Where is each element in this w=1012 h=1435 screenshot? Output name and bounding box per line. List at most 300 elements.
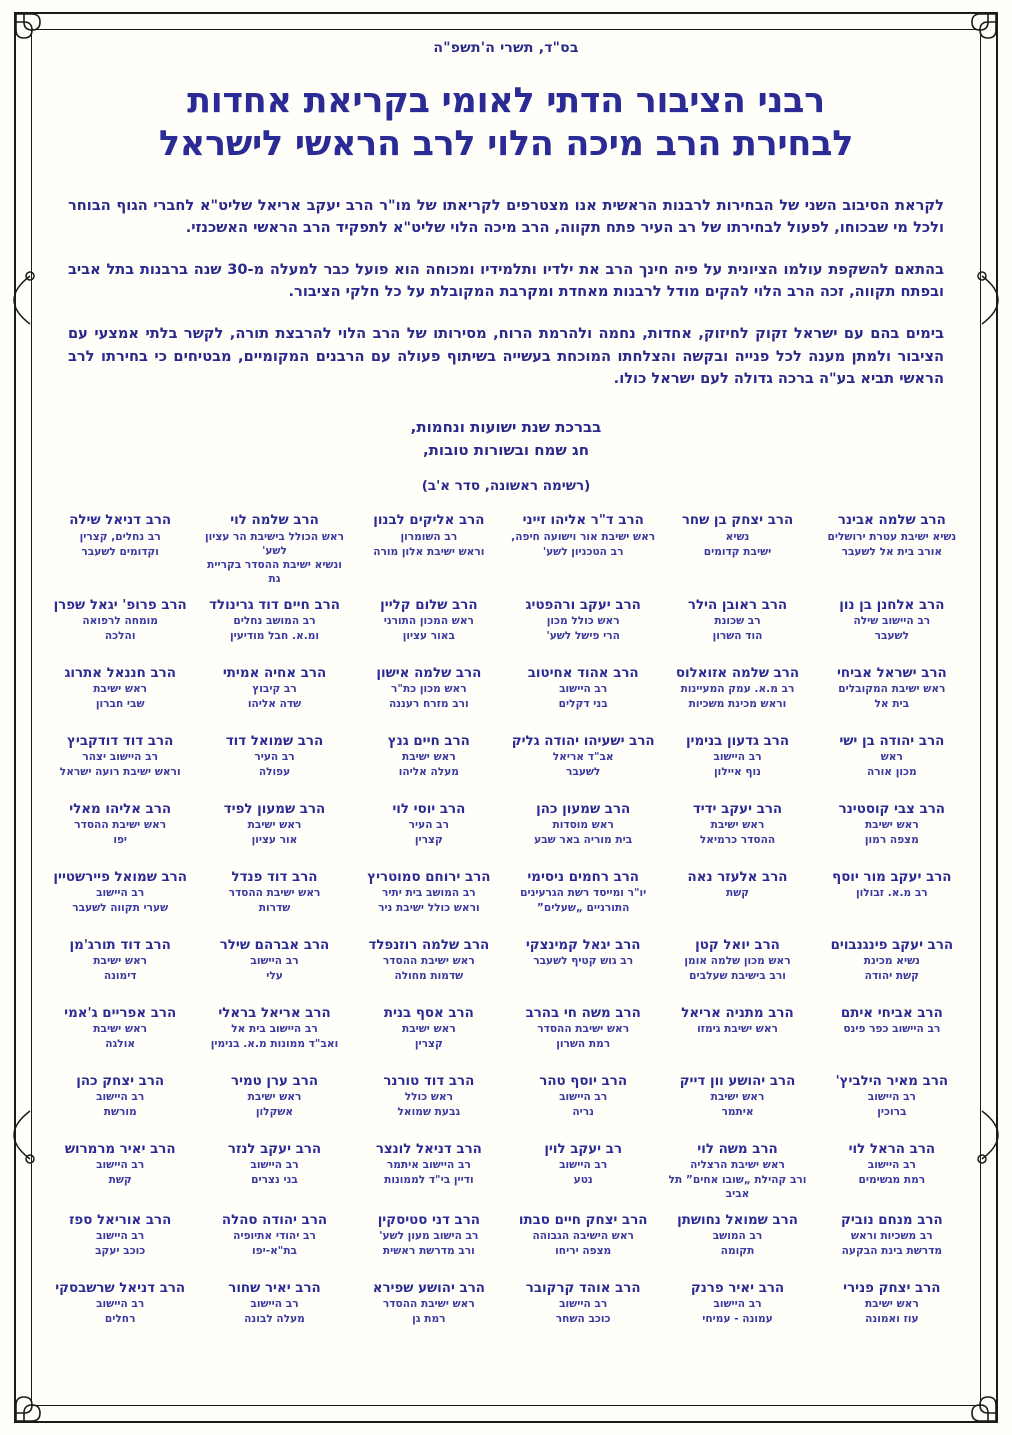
signatory-title-line: ראש ישיבת ההסדר [74,819,167,832]
signatory-title-line: ראש ישיבת [93,955,148,968]
signatory-name: הרב אביחי איתם [840,1005,943,1021]
signatory-cell [44,1278,196,1344]
signatory-title-line: מצפה יריחו [555,1244,612,1257]
signatory-name: הרב יוסף טהר [539,1073,628,1089]
signatory-cell [353,595,505,661]
signatory-cell [816,1210,968,1276]
signatory-title-line: אולגה [105,1038,136,1050]
signatory-cell [507,1278,659,1344]
signatory-name: הרב יצחק חיים סבתו [518,1212,648,1228]
signatory-name: הרב אריאל בראלי [218,1005,331,1021]
signatory-cell [353,867,505,933]
signatory-cell [661,799,813,865]
body-paragraph-2: בהתאם להשקפת עולמו הציונית על פיה חינך הרב את ילדיו ותלמידיו ומכוחה הוא פועל כבר למעלה מ-30 שנה ברבנות בתל אביב ובפתח תקווה, זכה הרב הלוי להקים מודל לרבנות מאחדת ומקרבת המקובלת על כל חלקי הציבור. [68,261,944,301]
signatory-title-line: ראש ישיבת [247,1091,302,1104]
signatory-title-line: ראש [880,751,903,764]
signatory-title-line: רב היישוב [96,1091,145,1104]
signatory-cell [507,867,659,933]
signatory-name: הרב חננאל אתרוג [64,665,176,681]
signatory-title-line: רב הישוב מעון לשע' [379,1229,479,1242]
signatory-name: הרב צבי קוסטינר [838,801,945,817]
signatory-title-line: והלכה [104,630,136,642]
signatory-cell [198,1210,350,1276]
signatory-title-line: ראש ישיבת ההסדר [382,955,475,968]
signatory-cell [44,799,196,865]
signatory-title-line: אורב בית אל לשעבר [841,545,943,558]
signatory-title-line: הרי פישל לשע' [546,630,620,642]
signatory-cell [353,1278,505,1344]
corner-ornament-icon [14,1379,58,1423]
signatory-title-line: רב המושב נחלים [233,615,316,628]
signatory-cell [198,1278,350,1344]
signatory-cell [198,1003,350,1069]
signatory-cell [44,1071,196,1137]
signatory-title-line: אשקלון [255,1106,294,1118]
signatory-cell [44,935,196,1001]
closing-line-2: חג שמח ובשורות טובות, [422,441,590,460]
signatory-cell [661,1210,813,1276]
signatory-title-line: ראש ישיבת [864,1297,919,1310]
signatory-name: הרב רחמים ניסימי [527,869,639,885]
signatory-cell [507,1003,659,1069]
corner-ornament-icon [954,1379,998,1423]
signatory-name: הרב יגאל קמינצקי [525,937,641,953]
signatory-name: הרב דני סטיסקין [377,1212,480,1228]
signatory-name: הרב ירוחם סמוטריץ [367,869,491,885]
signatory-cell [816,731,968,797]
page-title [58,80,954,167]
signatory-title-line: קצרין [414,1038,443,1050]
signatory-title-line: ראש ישיבת [864,819,919,832]
signatory-title-line: תקומה [720,1244,755,1257]
signatory-title-line: ראש מוסדות [552,819,614,832]
signatory-name: הרב יהודה בן ישי [839,733,945,749]
signatory-cell [816,1071,968,1137]
signatory-title-line: רב היישוב [559,1091,608,1104]
signatory-title-line: ראש ישיבת גימזו [697,1023,778,1036]
signatory-title-line: מכון אורה [867,766,917,778]
signatory-title-line: אב"ד אריאל [552,751,614,764]
signatory-title-line: רב היישוב [713,1297,762,1310]
headline-line-1: רבני הציבור הדתי לאומי בקריאת אחדות [187,81,825,121]
signatory-name: הרב שלום קליין [380,597,478,613]
signatory-title-line: וראש ישיבת אלון מורה [373,545,485,558]
signatory-title-line: קשת [725,887,750,900]
signatory-title-line: יפו [113,834,128,846]
signatory-title-line: רב מ.א. עמק המעיינות [680,683,795,696]
signatory-name: הרב יואל קטן [695,937,780,953]
signatory-cell [661,1003,813,1069]
signatory-cell [198,510,350,592]
signatory-title-line: רב נחלים, קצרין [79,530,161,543]
signatory-cell [353,1003,505,1069]
signatory-cell [507,799,659,865]
signatory-cell [507,1210,659,1276]
signatory-name: הרב מאיר הילביץ' [835,1073,949,1089]
signatory-name: הרב שמעון לפיד [223,801,326,817]
signatory-name: הרב יעקב ידיד [692,801,783,817]
signatory-title-line: כוכב יעקב [95,1244,146,1257]
signatory-title-line: ודיין בי"ד לממונות [384,1174,474,1186]
signatory-title-line: שדרות [258,902,291,914]
signatory-name: הרב שלמה רוזנפלד [368,937,490,953]
signatory-title-line: רב היישוב [713,751,762,764]
signatory-cell [661,510,813,592]
signatory-title-line: רמת השרון [556,1038,611,1050]
signatory-cell [198,935,350,1001]
signatory-title-line: מדרשת בינת הבקעה [841,1244,943,1257]
signatory-title-line: שבי חברון [95,698,145,710]
side-flourish-icon [10,1105,36,1165]
signatory-name: הרב דוד תורג'מן [69,937,171,953]
signatory-title-line: רב מ.א. זבולון [856,887,928,900]
signatory-cell [816,799,968,865]
signatory-title-line: ראש ישיבת [247,819,302,832]
signatory-title-line: דימונה [103,970,137,982]
signatory-cell [661,1139,813,1208]
signatory-name: הרב אברהם שילר [219,937,330,953]
signatory-name: הרב אחיה אמיתי [222,665,327,681]
signatory-cell [44,1003,196,1069]
signatory-title-line: ראש מכון כת"ר [391,683,467,696]
signatory-name: הרב יאיר פרנק [690,1280,785,1296]
signatory-title-line: ישיבת קדומים [703,545,772,558]
signatory-name: הרב שמואל פיירשטיין [53,869,187,885]
signatory-title-line: עפולה [258,766,291,778]
signatory-title-line: רב היישוב [867,1091,916,1104]
signatory-title-line: ראש ישיבת אור וישועה חיפה, [511,530,656,543]
signatory-title-line: ראש כולל [404,1091,453,1104]
signatory-name: הרב יעקב לנזר [227,1141,322,1157]
signatory-title-line: נשיא מכינת [863,955,920,968]
signatory-name: הרב יצחק כהן [76,1073,165,1089]
signatory-title-line: רמת גן [412,1312,446,1325]
signatory-title-line: נשיא ישיבת עטרת ירושלים [827,530,957,543]
signatory-title-line: נשיא [725,530,750,543]
signatory-cell [198,867,350,933]
signatory-title-line: רב היישוב [559,1297,608,1310]
signatory-title-line: וראש כולל ישיבת ניר [378,902,480,914]
signatory-title-line: רב העיר [254,751,295,764]
signatory-name: הרב דניאל שרשבסקי [55,1280,186,1296]
signatory-name: הרב שלמה לוי [230,513,319,529]
signatory-cell [661,595,813,661]
signatory-title-line: וראש ישיבת רועה ישראל [59,766,181,778]
signatory-title-line: רב היישוב בית אל [231,1023,318,1036]
signatory-title-line: הוד השרון [712,630,763,642]
signatory-title-line: בת"א-יפו [251,1244,298,1257]
signatory-title-line: ברוכין [877,1106,907,1118]
signatory-title-line: רב היישוב כפר פינס [843,1023,941,1036]
signatory-cell [507,595,659,661]
signatory-cell [507,510,659,592]
signatory-name: הרב חיים דוד גרינולד [209,597,340,613]
signatory-cell [353,731,505,797]
signatory-title-line: ראש ישיבת [401,751,456,764]
signatory-name: הרב יאיר מרמרוש [64,1141,176,1157]
signatory-cell [44,595,196,661]
signatory-title-line: מצפה רמון [864,834,919,846]
signatory-name: הרב ישראל אביחי [836,665,947,681]
signatory-title-line: ההסדר כרמיאל [699,834,776,846]
signatory-cell [44,663,196,729]
signatory-name: הרב יעקב מור יוסף [832,869,952,885]
signatory-title-line: גבעת שמואל [397,1106,461,1118]
signatory-cell [816,1278,968,1344]
closing-line-1: בברכת שנת ישועות ונחמות, [410,417,602,436]
signatory-title-line: שערי תקווה לשעבר [72,902,169,914]
signatory-title-line: אור עציון [251,834,298,846]
signatory-title-line: מעלה אליהו [398,766,459,778]
signatory-name: הרב אפריים ג'אמי [64,1005,177,1021]
signatory-title-line: רב קיבוץ [252,683,297,696]
signatory-cell [44,867,196,933]
signatory-cell [816,510,968,592]
signatory-cell [198,731,350,797]
signatory-title-line: רב היישוב [867,1159,916,1172]
side-flourish-icon [976,270,1002,330]
side-flourish-icon [10,270,36,330]
signatory-title-line: ראש המכון התורני [383,615,474,628]
signatory-title-line: ראש ישיבת ההסדר [228,887,321,900]
signatory-title-line: ורב בישיבת שעלבים [689,970,786,982]
signatory-title-line: ראש ישיבת הרצליה [690,1159,785,1172]
signatory-name: הרב דניאל שילה [69,513,172,529]
signatory-name: הרב שלמה אבינר [837,513,946,529]
signatory-cell [198,1139,350,1208]
signatory-cell [353,1071,505,1137]
signatory-cell [816,1003,968,1069]
signatory-name: הרב יעקב ורהפטיג [525,597,641,613]
signatory-name: הרב אהוד אחיטוב [527,665,639,681]
headline-line-2: לבחירת הרב מיכה הלוי לרב הראשי לישראל [158,124,854,165]
signatory-title-line: רב היישוב [96,1297,145,1310]
signatory-name: הרב חיים גנץ [387,733,470,749]
signatory-cell [353,799,505,865]
signatory-cell [661,663,813,729]
signatory-title-line: מעלה לבונה [244,1312,305,1325]
signatory-title-line: מורשת [103,1106,137,1118]
signatory-title-line: רב גוש קטיף לשעבר [533,955,634,968]
signatory-cell [44,510,196,592]
side-flourish-icon [976,1105,1002,1165]
signatory-title-line: רב היישוב [96,887,145,900]
signatory-name: הרב אלעזר נאה [687,869,788,885]
signatory-title-line: עמונה - עמיחי [702,1312,773,1325]
signatory-title-line: רב העיר [408,819,450,832]
signatory-title-line: ראש הישיבה הגבוהה [532,1229,634,1242]
closing-blessing [44,416,968,463]
signatory-name: הרב יצחק בן שחר [681,513,794,529]
signatory-title-line: רב היישוב [559,683,608,696]
signatory-cell [507,731,659,797]
list-note: (רשימה ראשונה, סדר א'‏ב) [421,478,591,495]
signatory-title-line: שדמות מחולה [394,970,464,982]
signatory-cell [44,1139,196,1208]
signatory-cell [353,510,505,592]
signatory-cell [353,935,505,1001]
signatory-title-line: בית אל [874,698,910,710]
signatory-cell [816,595,968,661]
signatory-title-line: רב היישוב [250,1159,299,1172]
signatory-name: הרב יהושע וון דייק [679,1073,796,1089]
signatory-title-line: רב משכיות וראש [851,1229,933,1242]
signatory-name: הרב הראל לוי [848,1141,936,1157]
signatory-name: הרב ישעיהו יהודה גליק [511,733,655,749]
signatory-name: הרב אליקים לבנון [373,513,485,529]
signatory-title-line: לשעבר [566,766,601,778]
signatory-title-line: רב המושב [712,1229,763,1242]
signatory-title-line: נטע [573,1174,593,1186]
signatory-cell [661,731,813,797]
signatory-name: הרב ראובן הילר [687,597,788,613]
signatory-grid [44,510,968,1343]
signatory-cell [198,1071,350,1137]
signatory-name: הרב משה לוי [697,1141,778,1157]
signatory-name: הרב אוריאל ספז [69,1212,172,1228]
signatory-cell [198,799,350,865]
body-paragraph-3: בימים בהם עם ישראל זקוק לחיזוק, אחדות, נחמה ולהרמת הרוח, מסירותו של הרב הלוי להרבצת תורה, לקשר בלתי אמצעי עם הציבור ולמתן מענה לכל פנייה ובקשה והצלחתו המוכחת בעשייה בשיתוף פעולה עם הרבנים המקומיים, מבטיחים כי בחירתו לרב הראשי תביא בע"ה ברכה גדולה לעם ישראל כולו. [68,325,944,387]
signatory-name: הרב ערן טמיר [230,1073,319,1089]
signatory-title-line: ראש הכולל בישיבת הר עציון לשע' [204,530,345,557]
signatory-title-line: רב היישוב יצהר [82,751,158,764]
signatory-title-line: וראש מכינת משכיות [688,698,787,710]
signatory-title-line: רב יהודי אתיופיה [233,1229,316,1242]
signatory-name: הרב דניאל לונצר [375,1141,482,1157]
signatory-name: הרב משה חי בהרב [525,1005,641,1021]
signatory-cell [198,663,350,729]
signatory-title-line: בית מוריה באר שבע [534,834,633,846]
signatory-title-line: נוף איילון [714,766,761,778]
signatory-name: הרב שלמה אישון [376,665,482,681]
signatory-name: הרב שמואל נחושתן [677,1212,798,1228]
signatory-title-line: בני נצרים [251,1174,298,1186]
signatory-title-line: יו"ר ומייסד רשת הגרעינים [520,887,647,900]
signatory-name: הרב שמואל דוד [225,733,324,749]
signatory-title-line: רמת מגשימים [858,1174,926,1186]
signatory-name: הרב דוד טורנר [383,1073,475,1089]
signatory-title-line: כוכב השחר [555,1312,611,1325]
signatory-title-line: ראש ישיבת [710,1091,765,1104]
signatory-title-line: ורב קהילת „שובו אחים” תל אביב [668,1174,807,1200]
signatory-title-line: קשת יהודה [864,970,919,982]
signatory-name: הרב גדעון בנימין [685,733,790,749]
signatory-cell [198,595,350,661]
bsd-date-line: בס"ד, תשרי ה'תשפ"ה [433,40,579,56]
signatory-title-line: רב היישוב [96,1229,145,1242]
signatory-title-line: ראש ישיבת המקובלים [838,683,946,696]
signatory-title-line: רב היישוב [250,955,299,968]
signatory-name: הרב אליהו מאלי [69,801,172,817]
signatory-title-line: ראש ישיבת [93,683,148,696]
signatory-name: הרב מתניה אריאל [681,1005,794,1021]
signatory-cell [816,663,968,729]
signatory-title-line: עלי [266,970,283,982]
signatory-cell [353,1210,505,1276]
signatory-title-line: ומ.א. חבל מודיעין [229,630,320,642]
signatory-name: הרב מנחם נוביק [841,1212,943,1228]
signatory-cell [507,1139,659,1208]
signatory-title-line: באור עציון [402,630,455,642]
signatory-name: הרב ד"ר אליהו זייני [522,513,644,529]
signatory-name: הרב אסף בנית [383,1005,474,1021]
signatory-title-line: לשעבר [874,630,909,642]
signatory-cell [507,663,659,729]
signatory-cell [661,1278,813,1344]
signatory-cell [44,731,196,797]
signatory-title-line: רב היישוב [250,1297,299,1310]
signatory-cell [44,1210,196,1276]
signatory-name: הרב שלמה אזואלוס [675,665,800,681]
signatory-title-line: נריה [572,1106,594,1118]
signatory-cell [816,935,968,1001]
signatory-name: רב יעקב לוין [544,1141,623,1157]
signatory-cell [661,1071,813,1137]
signatory-title-line: ראש כולל מכון [546,615,620,628]
signatory-cell [507,935,659,1001]
signatory-title-line: ראש ישיבת [401,1023,456,1036]
signatory-title-line: עוז ואמונה [865,1312,919,1325]
signatory-title-line: ראש ישיבת ההסדר [537,1023,630,1036]
signatory-title-line: רב היישוב שילה [853,615,931,628]
poster-content [44,34,968,1344]
signatory-title-line: וקדומים לשעבר [81,545,159,558]
signatory-title-line: רב שכונת [714,615,761,628]
signatory-title-line: רב הטכניון לשע' [542,545,624,558]
signatory-title-line: ראש ישיבת ההסדר [382,1297,475,1310]
signatory-name: הרב יאיר שחור [228,1280,321,1296]
signatory-name: הרב אלחנן בן נון [839,597,945,613]
signatory-title-line: ראש ישיבת [710,819,765,832]
signatory-name: הרב שמעון כהן [536,801,631,817]
signatory-name: הרב יעקב פינגנבוים [830,937,954,953]
signatory-title-line: רב המושב בית יתיר [382,887,476,900]
signatory-cell [353,1139,505,1208]
signatory-title-line: רב היישוב [559,1159,608,1172]
signatory-title-line: ורב מדרשת ראשית [382,1244,475,1257]
signatory-title-line: רב השומרון [400,530,458,543]
signatory-cell [507,1071,659,1137]
signatory-title-line: ראש מכון שלמה אומן [684,955,791,968]
signatory-title-line: מומחה לרפואה [82,615,158,628]
body-paragraph-1: לקראת הסיבוב השני של הבחירות לרבנות הראשית אנו מצטרפים לקריאתו של מו"ר הרב יעקב אריאל שליט"א לחברי הגוף הבוחר ולכל מי שבכוחו, לפעול לבחירתו של רב העיר פתח תקווה, הרב מיכה הלוי שליט"א לתפקיד הרב הראשי האשכנזי. [68,196,944,236]
signatory-title-line: רחלים [104,1312,136,1325]
signatory-cell [816,867,968,933]
signatory-name: הרב דוד פנדל [231,869,318,885]
signatory-name: הרב פרופ' יגאל שפרן [53,597,187,613]
signatory-name: הרב יהודה סהלה [221,1212,328,1228]
signatory-cell [661,867,813,933]
signatory-name: הרב יוסי לוי [392,801,466,817]
signatory-name: הרב יהושע שפירא [372,1280,485,1296]
signatory-title-line: ורב מזרח רעננה [388,698,469,710]
signatory-name: הרב דוד דודקביץ [67,733,174,749]
signatory-title-line: רב היישוב [96,1159,145,1172]
signatory-title-line: איתמר [721,1106,754,1118]
signatory-cell [816,1139,968,1208]
signatory-name: הרב יצחק פנירי [843,1280,941,1296]
signatory-cell [661,935,813,1001]
signatory-title-line: ראש ישיבת [93,1023,148,1036]
signatory-title-line: קשת [108,1174,132,1186]
signatory-title-line: התורניים „שעלים” [536,902,630,914]
signatory-title-line: קצרין [414,834,443,846]
signatory-name: הרב אוהד קרקובר [525,1280,641,1296]
signatory-title-line: בני דקלים [558,698,608,710]
signatory-title-line: רב היישוב איתמר [386,1159,471,1172]
signatory-cell [353,663,505,729]
signatory-title-line: שדה אליהו [247,698,302,710]
